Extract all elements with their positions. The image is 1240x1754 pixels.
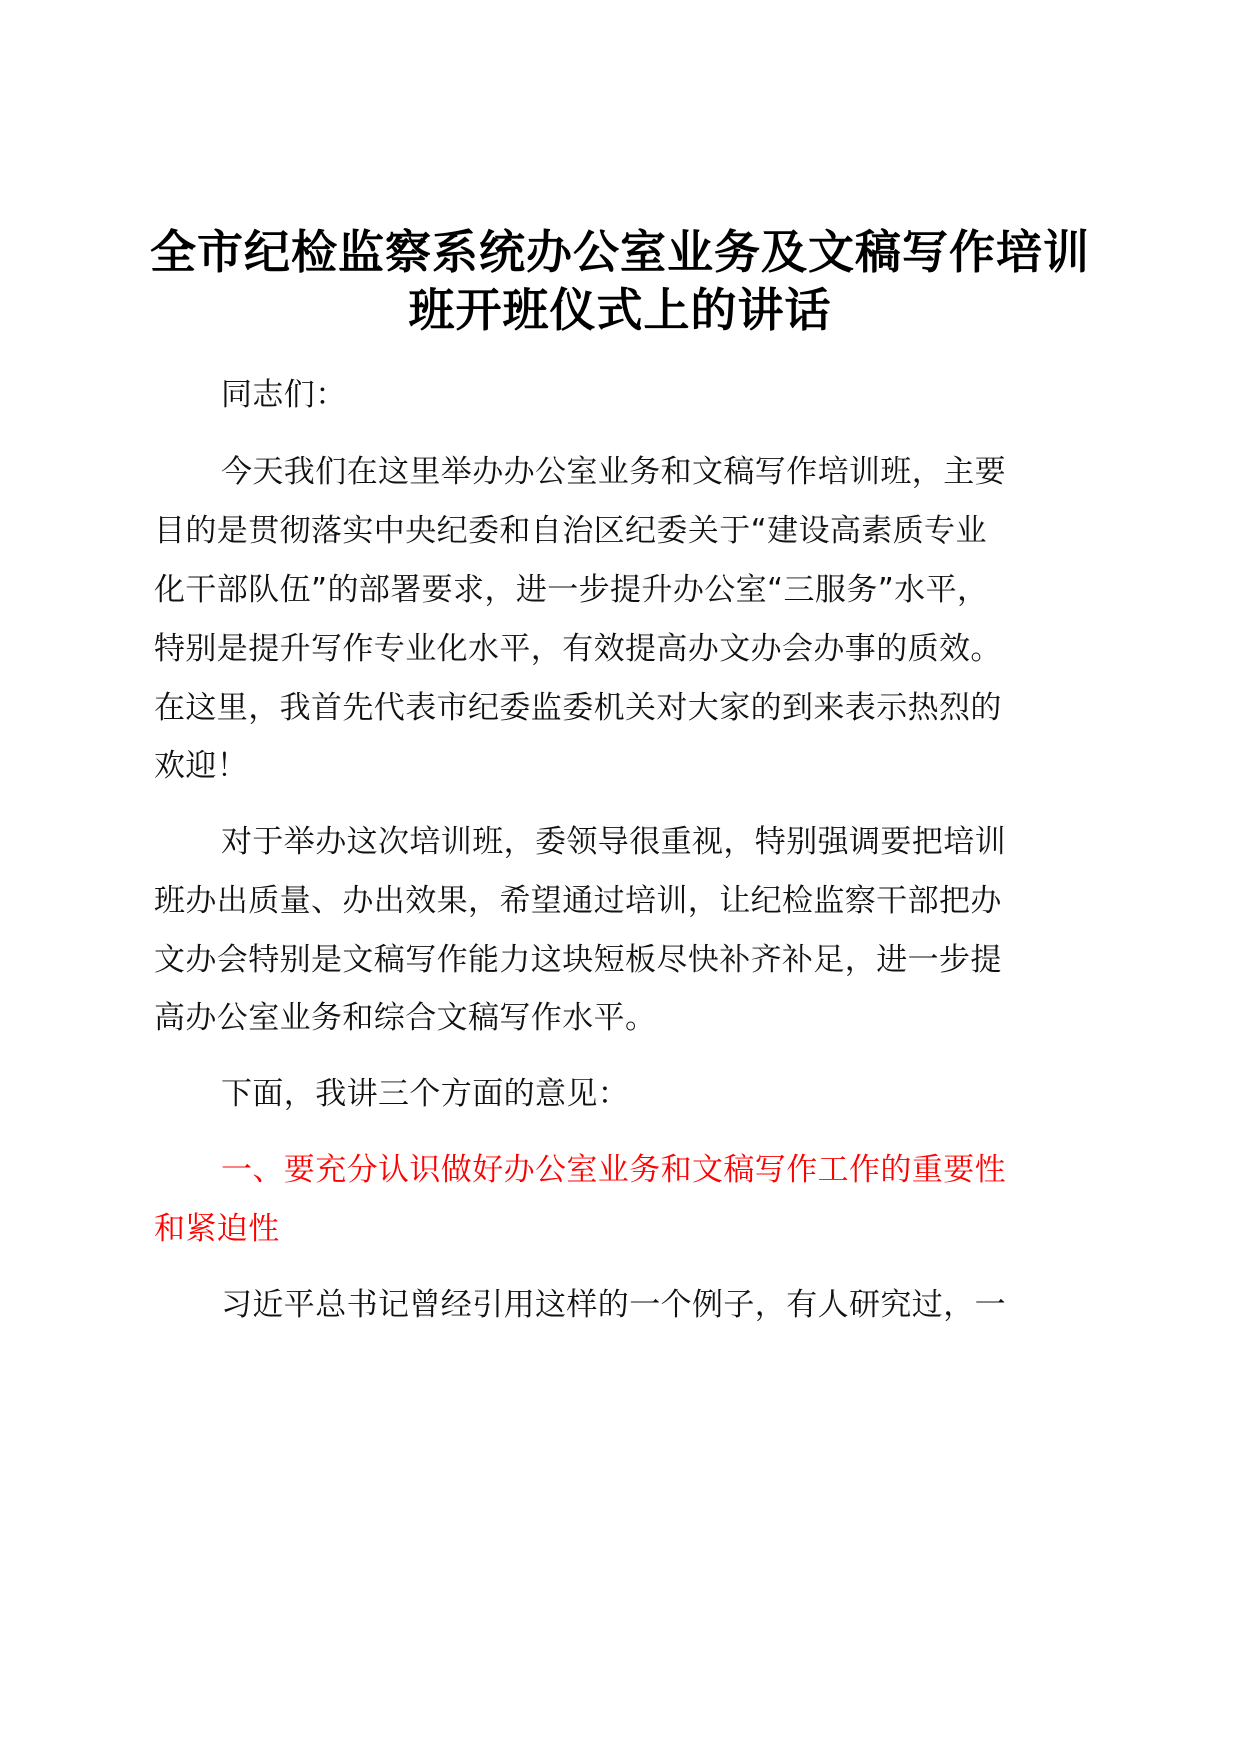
paragraph-1-line-5: 在这里，我首先代表市纪委监委机关对大家的到来表示热烈的 [154,690,1002,726]
section-heading-1-line-1: 一、要充分认识做好办公室业务和文稿写作工作的重要性 [221,1152,1006,1188]
paragraph-2-line-1: 对于举办这次培训班，委领导很重视，特别强调要把培训 [221,824,1006,860]
paragraph-1-line-1: 今天我们在这里举办办公室业务和文稿写作培训班，主要 [221,454,1006,490]
document-title-line-2: 班开班仪式上的讲话 [408,283,832,337]
paragraph-3: 下面，我讲三个方面的意见： [221,1076,630,1112]
paragraph-1-line-6: 欢迎！ [154,748,249,784]
paragraph-1-line-2: 目的是贯彻落实中央纪委和自治区纪委关于“建设高素质专业 [154,513,987,549]
salutation: 同志们： [221,377,347,413]
paragraph-1-line-4: 特别是提升写作专业化水平，有效提高办文办会办事的质效。 [154,631,1002,667]
paragraph-1-line-3: 化干部队伍”的部署要求，进一步提升办公室“三服务”水平， [154,572,989,608]
section-heading-1-line-2: 和紧迫性 [154,1211,280,1247]
paragraph-2-line-3: 文办会特别是文稿写作能力这块短板尽快补齐补足，进一步提 [154,942,1002,978]
paragraph-4-line-1: 习近平总书记曾经引用这样的一个例子，有人研究过，一 [221,1287,1006,1323]
document-title-line-1: 全市纪检监察系统办公室业务及文稿写作培训 [150,225,1090,279]
paragraph-2-line-2: 班办出质量、办出效果，希望通过培训，让纪检监察干部把办 [154,883,1002,919]
paragraph-2-line-4: 高办公室业务和综合文稿写作水平。 [154,1000,657,1036]
